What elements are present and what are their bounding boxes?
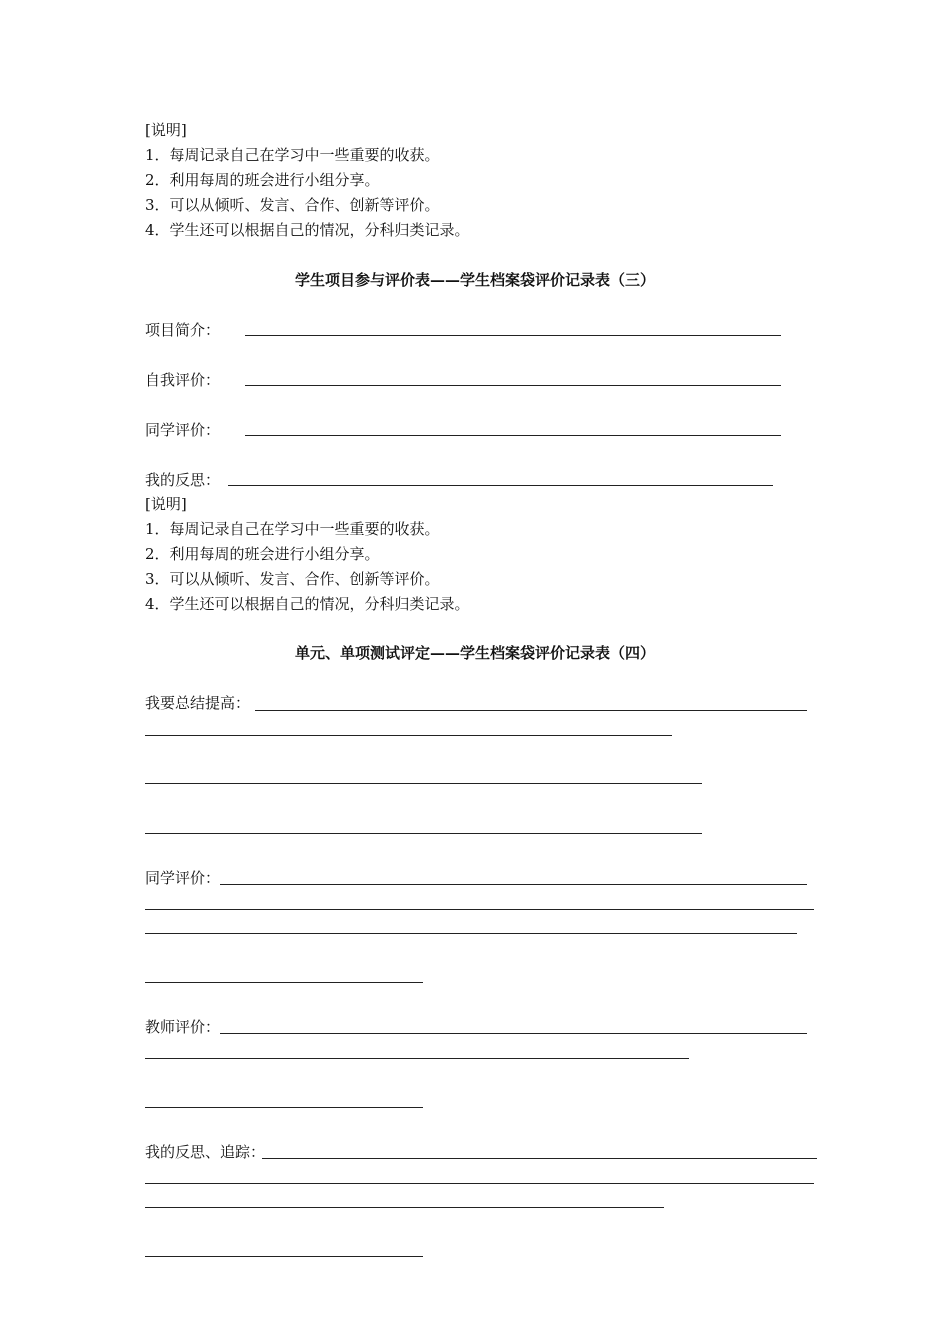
section-title: 学生项目参与评价表——学生档案袋评价记录表（三） <box>294 271 655 289</box>
note-item: 4．学生还可以根据自己的情况，分科归类记录。 <box>145 221 470 239</box>
blank-line[interactable] <box>145 1058 689 1059</box>
blank-line[interactable] <box>245 335 781 336</box>
blank-line[interactable] <box>145 1183 814 1184</box>
note-item: 3．可以从倾听、发言、合作、创新等评价。 <box>145 196 440 214</box>
field-label-peer-eval: 同学评价： <box>145 869 221 887</box>
blank-line[interactable] <box>255 710 807 711</box>
blank-line[interactable] <box>145 1107 423 1108</box>
field-label-reflection: 我的反思： <box>145 471 221 489</box>
blank-line[interactable] <box>145 735 672 736</box>
note-item: 4．学生还可以根据自己的情况，分科归类记录。 <box>145 595 470 613</box>
field-label-peer-eval: 同学评价： <box>145 421 221 439</box>
field-label-teacher-eval: 教师评价： <box>145 1018 221 1036</box>
field-label-reflection-tracking: 我的反思、追踪： <box>145 1143 266 1161</box>
note-item: 2．利用每周的班会进行小组分享。 <box>145 545 380 563</box>
note-item: 1．每周记录自己在学习中一些重要的收获。 <box>145 520 440 538</box>
blank-line[interactable] <box>145 1207 664 1208</box>
blank-line[interactable] <box>145 833 702 834</box>
blank-line[interactable] <box>145 982 423 983</box>
blank-line[interactable] <box>262 1158 817 1159</box>
blank-line[interactable] <box>245 385 781 386</box>
blank-line[interactable] <box>220 1033 807 1034</box>
blank-line[interactable] <box>245 435 781 436</box>
note-item: 3．可以从倾听、发言、合作、创新等评价。 <box>145 570 440 588</box>
blank-line[interactable] <box>145 933 797 934</box>
blank-line[interactable] <box>228 485 773 486</box>
blank-line[interactable] <box>220 884 807 885</box>
field-label-summary: 我要总结提高： <box>145 694 251 712</box>
blank-line[interactable] <box>145 783 702 784</box>
blank-line[interactable] <box>145 909 814 910</box>
note-heading: [说明] <box>145 121 187 139</box>
blank-line[interactable] <box>145 1256 423 1257</box>
field-label-project-intro: 项目简介： <box>145 321 221 339</box>
note-item: 2．利用每周的班会进行小组分享。 <box>145 171 380 189</box>
field-label-self-eval: 自我评价： <box>145 371 221 389</box>
note-heading: [说明] <box>145 495 187 513</box>
section-title: 单元、单项测试评定——学生档案袋评价记录表（四） <box>294 644 655 662</box>
note-item: 1．每周记录自己在学习中一些重要的收获。 <box>145 146 440 164</box>
